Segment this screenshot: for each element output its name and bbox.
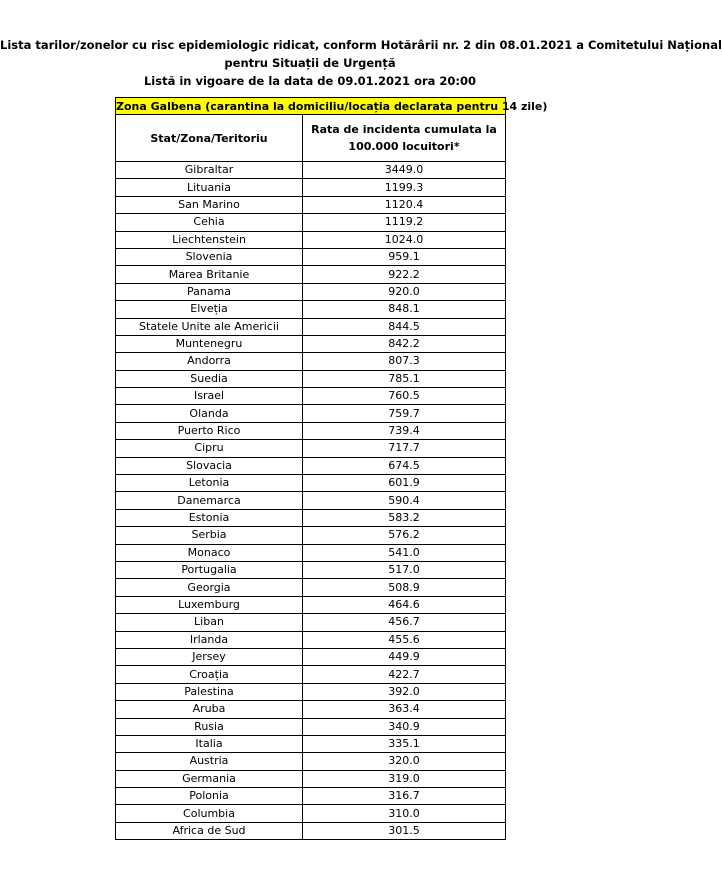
- table-row: [116, 822, 506, 839]
- rate-cell: 1120.4: [303, 196, 506, 213]
- country-cell: Monaco: [116, 544, 303, 561]
- table-row: [116, 492, 506, 509]
- rate-cell: 807.3: [303, 353, 506, 370]
- country-cell: Israel: [116, 388, 303, 405]
- table-row: [116, 370, 506, 387]
- rate-cell: 959.1: [303, 248, 506, 265]
- rate-cell: 601.9: [303, 475, 506, 492]
- country-cell: Gibraltar: [116, 162, 303, 179]
- rate-cell: 844.5: [303, 318, 506, 335]
- table-row: [116, 631, 506, 648]
- table-row: [116, 614, 506, 631]
- rate-cell: 785.1: [303, 370, 506, 387]
- table-row: [116, 544, 506, 561]
- rate-cell: 464.6: [303, 596, 506, 613]
- country-cell: Puerto Rico: [116, 422, 303, 439]
- table-row: [116, 388, 506, 405]
- table-row: [116, 214, 506, 231]
- rate-cell: 392.0: [303, 683, 506, 700]
- country-cell: Liechtenstein: [116, 231, 303, 248]
- country-cell: Lituania: [116, 179, 303, 196]
- rate-cell: 422.7: [303, 666, 506, 683]
- country-cell: Germania: [116, 770, 303, 787]
- rate-cell: 759.7: [303, 405, 506, 422]
- rate-cell: 340.9: [303, 718, 506, 735]
- rate-cell: 1024.0: [303, 231, 506, 248]
- table-row: [116, 596, 506, 613]
- table-row: [116, 509, 506, 526]
- rate-cell: 674.5: [303, 457, 506, 474]
- rate-cell: 590.4: [303, 492, 506, 509]
- table-row: [116, 248, 506, 265]
- rate-cell: 848.1: [303, 301, 506, 318]
- rate-cell: 301.5: [303, 822, 506, 839]
- rate-cell: 335.1: [303, 735, 506, 752]
- risk-countries-table: [115, 97, 548, 840]
- country-cell: Italia: [116, 735, 303, 752]
- table-row: [116, 301, 506, 318]
- rate-cell: 316.7: [303, 788, 506, 805]
- heading-line-2: pentru Situații de Urgență: [224, 56, 396, 70]
- column-header-rate-line-1: Rata de incidenta cumulata la: [311, 123, 497, 136]
- heading-line-3: Listă in vigoare de la data de 09.01.2021 ora 20:00: [143, 74, 477, 88]
- rate-cell: 363.4: [303, 701, 506, 718]
- table-row: [116, 701, 506, 718]
- country-cell: Slovenia: [116, 248, 303, 265]
- rate-cell: 455.6: [303, 631, 506, 648]
- country-cell: Cehia: [116, 214, 303, 231]
- table-row: [116, 318, 506, 335]
- country-cell: Danemarca: [116, 492, 303, 509]
- table-row: [116, 353, 506, 370]
- country-cell: Cipru: [116, 440, 303, 457]
- table-row: [116, 283, 506, 300]
- rate-cell: 920.0: [303, 283, 506, 300]
- table-row: [116, 683, 506, 700]
- table-row: [116, 335, 506, 352]
- document-heading: [0, 36, 722, 90]
- country-cell: Estonia: [116, 509, 303, 526]
- country-cell: Croația: [116, 666, 303, 683]
- rate-cell: 449.9: [303, 648, 506, 665]
- rate-cell: 1119.2: [303, 214, 506, 231]
- column-header-rate: [303, 115, 506, 162]
- zone-banner: Zona Galbena (carantina la domiciliu/locația declarata pentru 14 zile): [116, 99, 548, 113]
- table-row: [116, 579, 506, 596]
- heading-line-1: Lista tarilor/zonelor cu risc epidemiologic ridicat, conform Hotărârii nr. 2 din 08.01.2021 a Comitetului Național: [0, 38, 722, 52]
- table-row: [116, 735, 506, 752]
- country-cell: Georgia: [116, 579, 303, 596]
- country-cell: Suedia: [116, 370, 303, 387]
- rate-cell: 583.2: [303, 509, 506, 526]
- table-row: [116, 457, 506, 474]
- country-cell: Olanda: [116, 405, 303, 422]
- country-cell: San Marino: [116, 196, 303, 213]
- country-cell: Letonia: [116, 475, 303, 492]
- country-cell: Marea Britanie: [116, 266, 303, 283]
- table-row: [116, 648, 506, 665]
- rate-cell: 319.0: [303, 770, 506, 787]
- table-row: [116, 666, 506, 683]
- table-row: [116, 788, 506, 805]
- country-cell: Panama: [116, 283, 303, 300]
- column-header-country: Stat/Zona/Teritoriu: [116, 115, 303, 162]
- country-cell: Aruba: [116, 701, 303, 718]
- rate-cell: 576.2: [303, 527, 506, 544]
- table-row: [116, 440, 506, 457]
- table-row: [116, 422, 506, 439]
- table-row: [116, 561, 506, 578]
- country-cell: Statele Unite ale Americii: [116, 318, 303, 335]
- country-cell: Palestina: [116, 683, 303, 700]
- country-cell: Polonia: [116, 788, 303, 805]
- country-cell: Andorra: [116, 353, 303, 370]
- country-cell: Slovacia: [116, 457, 303, 474]
- rate-cell: 456.7: [303, 614, 506, 631]
- country-cell: Elveția: [116, 301, 303, 318]
- table-body: [116, 162, 506, 840]
- table-header-row: [116, 115, 506, 162]
- table-row: [116, 527, 506, 544]
- country-cell: Rusia: [116, 718, 303, 735]
- country-cell: Liban: [116, 614, 303, 631]
- table-row: [116, 196, 506, 213]
- country-cell: Jersey: [116, 648, 303, 665]
- country-cell: Serbia: [116, 527, 303, 544]
- rate-cell: 760.5: [303, 388, 506, 405]
- rate-cell: 541.0: [303, 544, 506, 561]
- column-header-rate-line-2: 100.000 locuitori*: [348, 140, 460, 153]
- table-row: [116, 266, 506, 283]
- country-cell: Muntenegru: [116, 335, 303, 352]
- rate-cell: 922.2: [303, 266, 506, 283]
- rate-cell: 3449.0: [303, 162, 506, 179]
- rate-cell: 310.0: [303, 805, 506, 822]
- rate-cell: 517.0: [303, 561, 506, 578]
- table-row: [116, 405, 506, 422]
- rate-cell: 717.7: [303, 440, 506, 457]
- rate-cell: 320.0: [303, 753, 506, 770]
- table-row: [116, 162, 506, 179]
- table-row: [116, 231, 506, 248]
- table-row: [116, 753, 506, 770]
- table-row: [116, 475, 506, 492]
- table-row: [116, 718, 506, 735]
- table-row: [116, 770, 506, 787]
- country-cell: Irlanda: [116, 631, 303, 648]
- rate-cell: 1199.3: [303, 179, 506, 196]
- rate-cell: 739.4: [303, 422, 506, 439]
- rate-cell: 508.9: [303, 579, 506, 596]
- country-cell: Portugalia: [116, 561, 303, 578]
- country-cell: Austria: [116, 753, 303, 770]
- country-cell: Luxemburg: [116, 596, 303, 613]
- country-cell: Africa de Sud: [116, 822, 303, 839]
- table-row: [116, 805, 506, 822]
- rate-cell: 842.2: [303, 335, 506, 352]
- country-cell: Columbia: [116, 805, 303, 822]
- zone-banner-row: [116, 98, 506, 115]
- table-row: [116, 179, 506, 196]
